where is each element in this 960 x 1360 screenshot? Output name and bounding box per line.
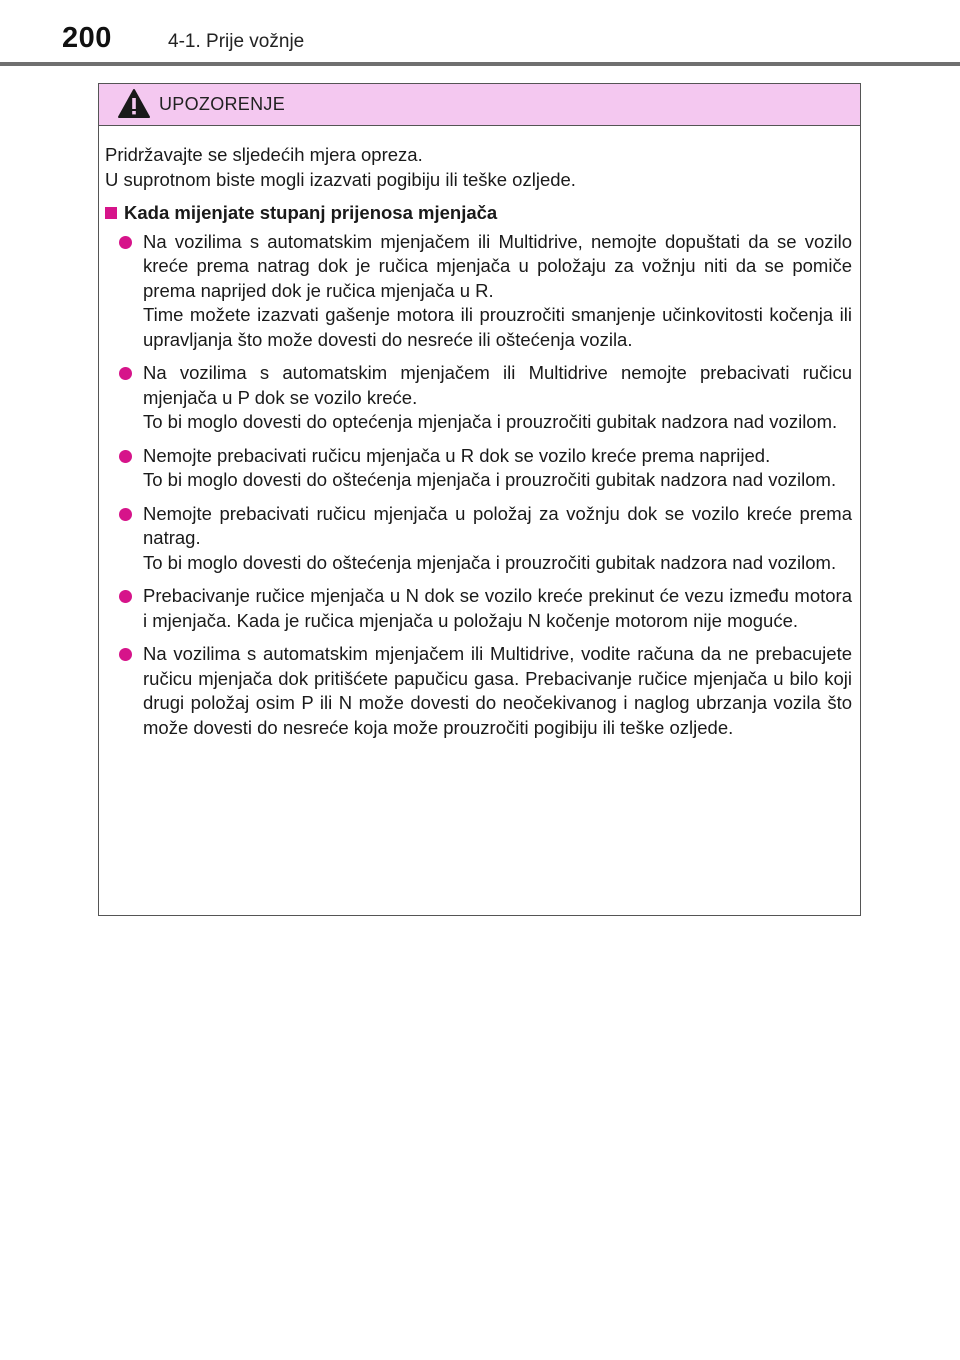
list-item: [105, 361, 852, 435]
list-item: [105, 230, 852, 353]
warning-box: [98, 83, 861, 916]
circle-bullet-icon: [119, 450, 132, 463]
intro-line: U suprotnom biste mogli izazvati pogibiju ili teške ozljede.: [105, 168, 576, 190]
list-item: [105, 444, 852, 493]
circle-bullet-icon: [119, 590, 132, 603]
warning-body: [99, 126, 860, 740]
item-consequence: To bi moglo dovesti do oštećenja mjenjača i prouzročiti gubitak nadzora nad vozilom.: [143, 469, 837, 490]
item-consequence: To bi moglo dovesti do optećenja mjenjača i prouzročiti gubitak nadzora nad vozilom.: [143, 411, 838, 432]
square-bullet-icon: [105, 207, 117, 219]
item-consequence: Time možete izazvati gašenje motora ili prouzročiti smanjenje učinkovitosti kočenja ili upravljanja što može dovesti do nesreće ili oštećenja vozila.: [143, 304, 852, 350]
item-text: Na vozilima s automatskim mjenjačem ili Multidrive, vodite računa da ne prebacujete ručicu mjenjača dok pritišćete papučicu gasa. Prebacivanje ručice mjenjača u bilo koji drugi položaj osim P ili N može dovesti do neočekivanog i naglog ubrzanja vozila što može dovesti do nesreće koja može prouzročiti pogibiju ili teške ozljede.: [143, 643, 852, 738]
header-divider: [0, 62, 960, 66]
warning-list: [105, 230, 852, 741]
warning-triangle-icon: [117, 88, 151, 119]
list-item: [105, 584, 852, 633]
item-text: Prebacivanje ručice mjenjača u N dok se vozilo kreće prekinut će vezu između motora i mjenjača. Kada je ručica mjenjača u položaju N kočenje motorom nije moguće.: [143, 585, 852, 631]
circle-bullet-icon: [119, 648, 132, 661]
item-text: Nemojte prebacivati ručicu mjenjača u položaj za vožnju dok se vozilo kreće prema natrag.: [143, 502, 852, 548]
list-item: [105, 642, 852, 740]
item-text: Na vozilima s automatskim mjenjačem ili Multidrive nemojte prebacivati ručicu mjenjača u P dok se vozilo kreće.: [143, 362, 852, 408]
section-title: 4-1. Prije vožnje: [168, 31, 305, 52]
circle-bullet-icon: [119, 367, 132, 380]
circle-bullet-icon: [119, 508, 132, 521]
subheading-text: Kada mijenjate stupanj prijenosa mjenjača: [124, 202, 498, 223]
item-text: Nemojte prebacivati ručicu mjenjača u R dok se vozilo kreće prema naprijed.: [143, 444, 771, 466]
subheading: [105, 201, 852, 226]
warning-header: [99, 84, 860, 126]
item-consequence: To bi moglo dovesti do oštećenja mjenjača i prouzročiti gubitak nadzora nad vozilom.: [143, 551, 837, 573]
warning-label: UPOZORENJE: [159, 94, 286, 114]
list-item: [105, 502, 852, 576]
intro-line: Pridržavajte se sljedećih mjera opreza.: [105, 144, 423, 165]
circle-bullet-icon: [119, 236, 132, 249]
item-text: Na vozilima s automatskim mjenjačem ili Multidrive, nemojte dopuštati da se vozilo kreće prema natrag dok je ručica mjenjača u položaju za vožnju niti da se pomiče prema naprijed dok je ručica mjenjača u R.: [143, 230, 852, 301]
page-header: [0, 0, 960, 70]
page-number: 200: [62, 22, 112, 54]
